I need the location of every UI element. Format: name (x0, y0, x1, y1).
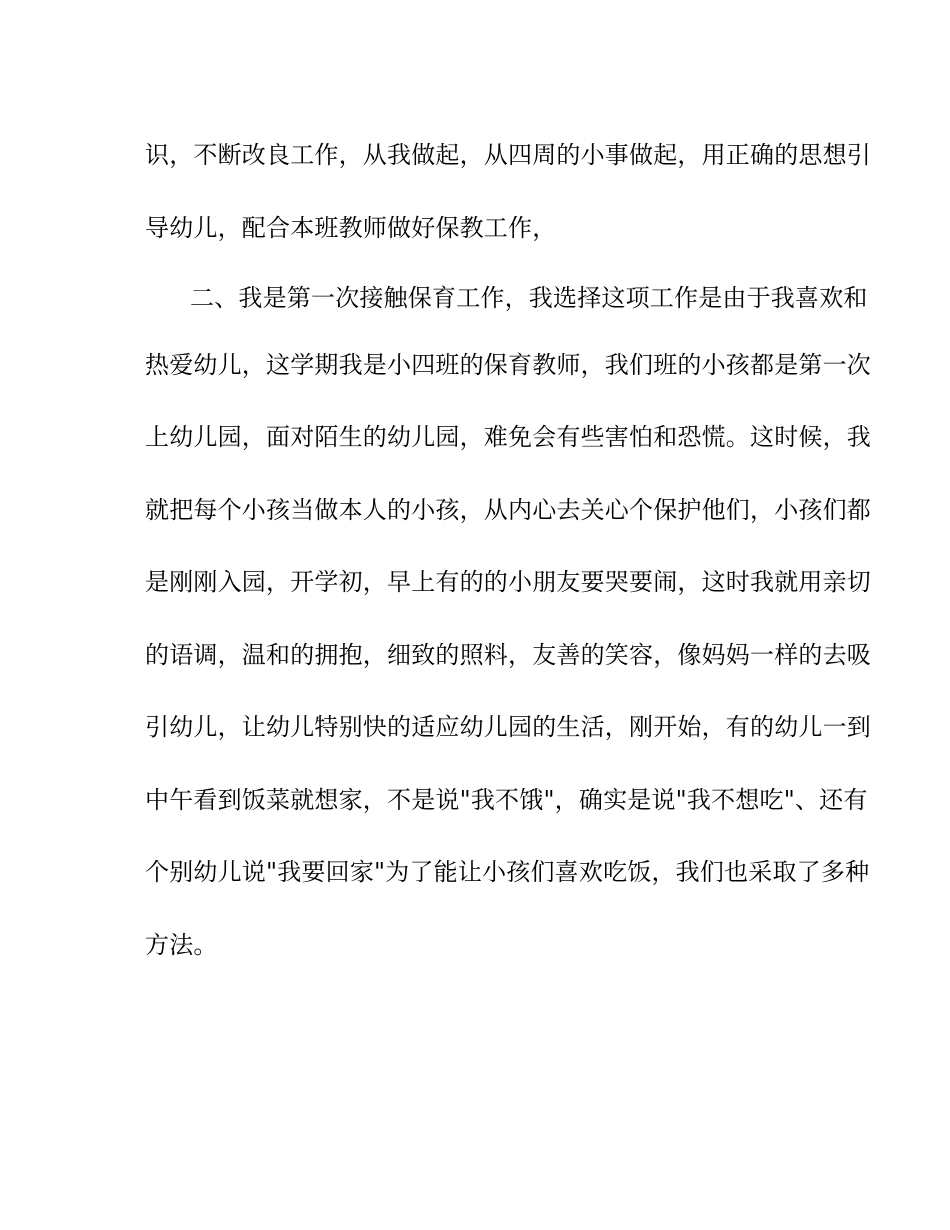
paragraph-line: 方法。 (145, 931, 218, 959)
paragraph-line: 是刚刚入园，开学初，早上有的的小朋友要哭要闹，这时我就用亲切 (145, 568, 871, 596)
paragraph-line: 热爱幼儿，这学期我是小四班的保育教师，我们班的小孩都是第一次 (145, 351, 871, 379)
paragraph-line: 就把每个小孩当做本人的小孩，从内心去关心个保护他们，小孩们都 (145, 496, 871, 524)
paragraph-line: 的语调，温和的拥抱，细致的照料，友善的笑容，像妈妈一样的去吸 (145, 641, 871, 669)
paragraph-line: 导幼儿，配合本班教师做好保教工作， (145, 214, 557, 242)
paragraph-line: 引幼儿，让幼儿特别快的适应幼儿园的生活，刚开始，有的幼儿一到 (145, 713, 871, 741)
paragraph-line: 识，不断改良工作，从我做起，从四周的小事做起，用正确的思想引 (145, 141, 871, 169)
paragraph-line: 中午看到饭菜就想家，不是说"我不饿"，确实是说"我不想吃"、还有 (145, 786, 868, 814)
paragraph-line: 上幼儿园，面对陌生的幼儿园，难免会有些害怕和恐慌。这时候，我 (145, 423, 871, 451)
paragraph-line: 个别幼儿说"我要回家"为了能让小孩们喜欢吃饭，我们也采取了多种 (145, 858, 870, 886)
paragraph-line: 二、我是第一次接触保育工作，我选择这项工作是由于我喜欢和 (190, 284, 868, 312)
